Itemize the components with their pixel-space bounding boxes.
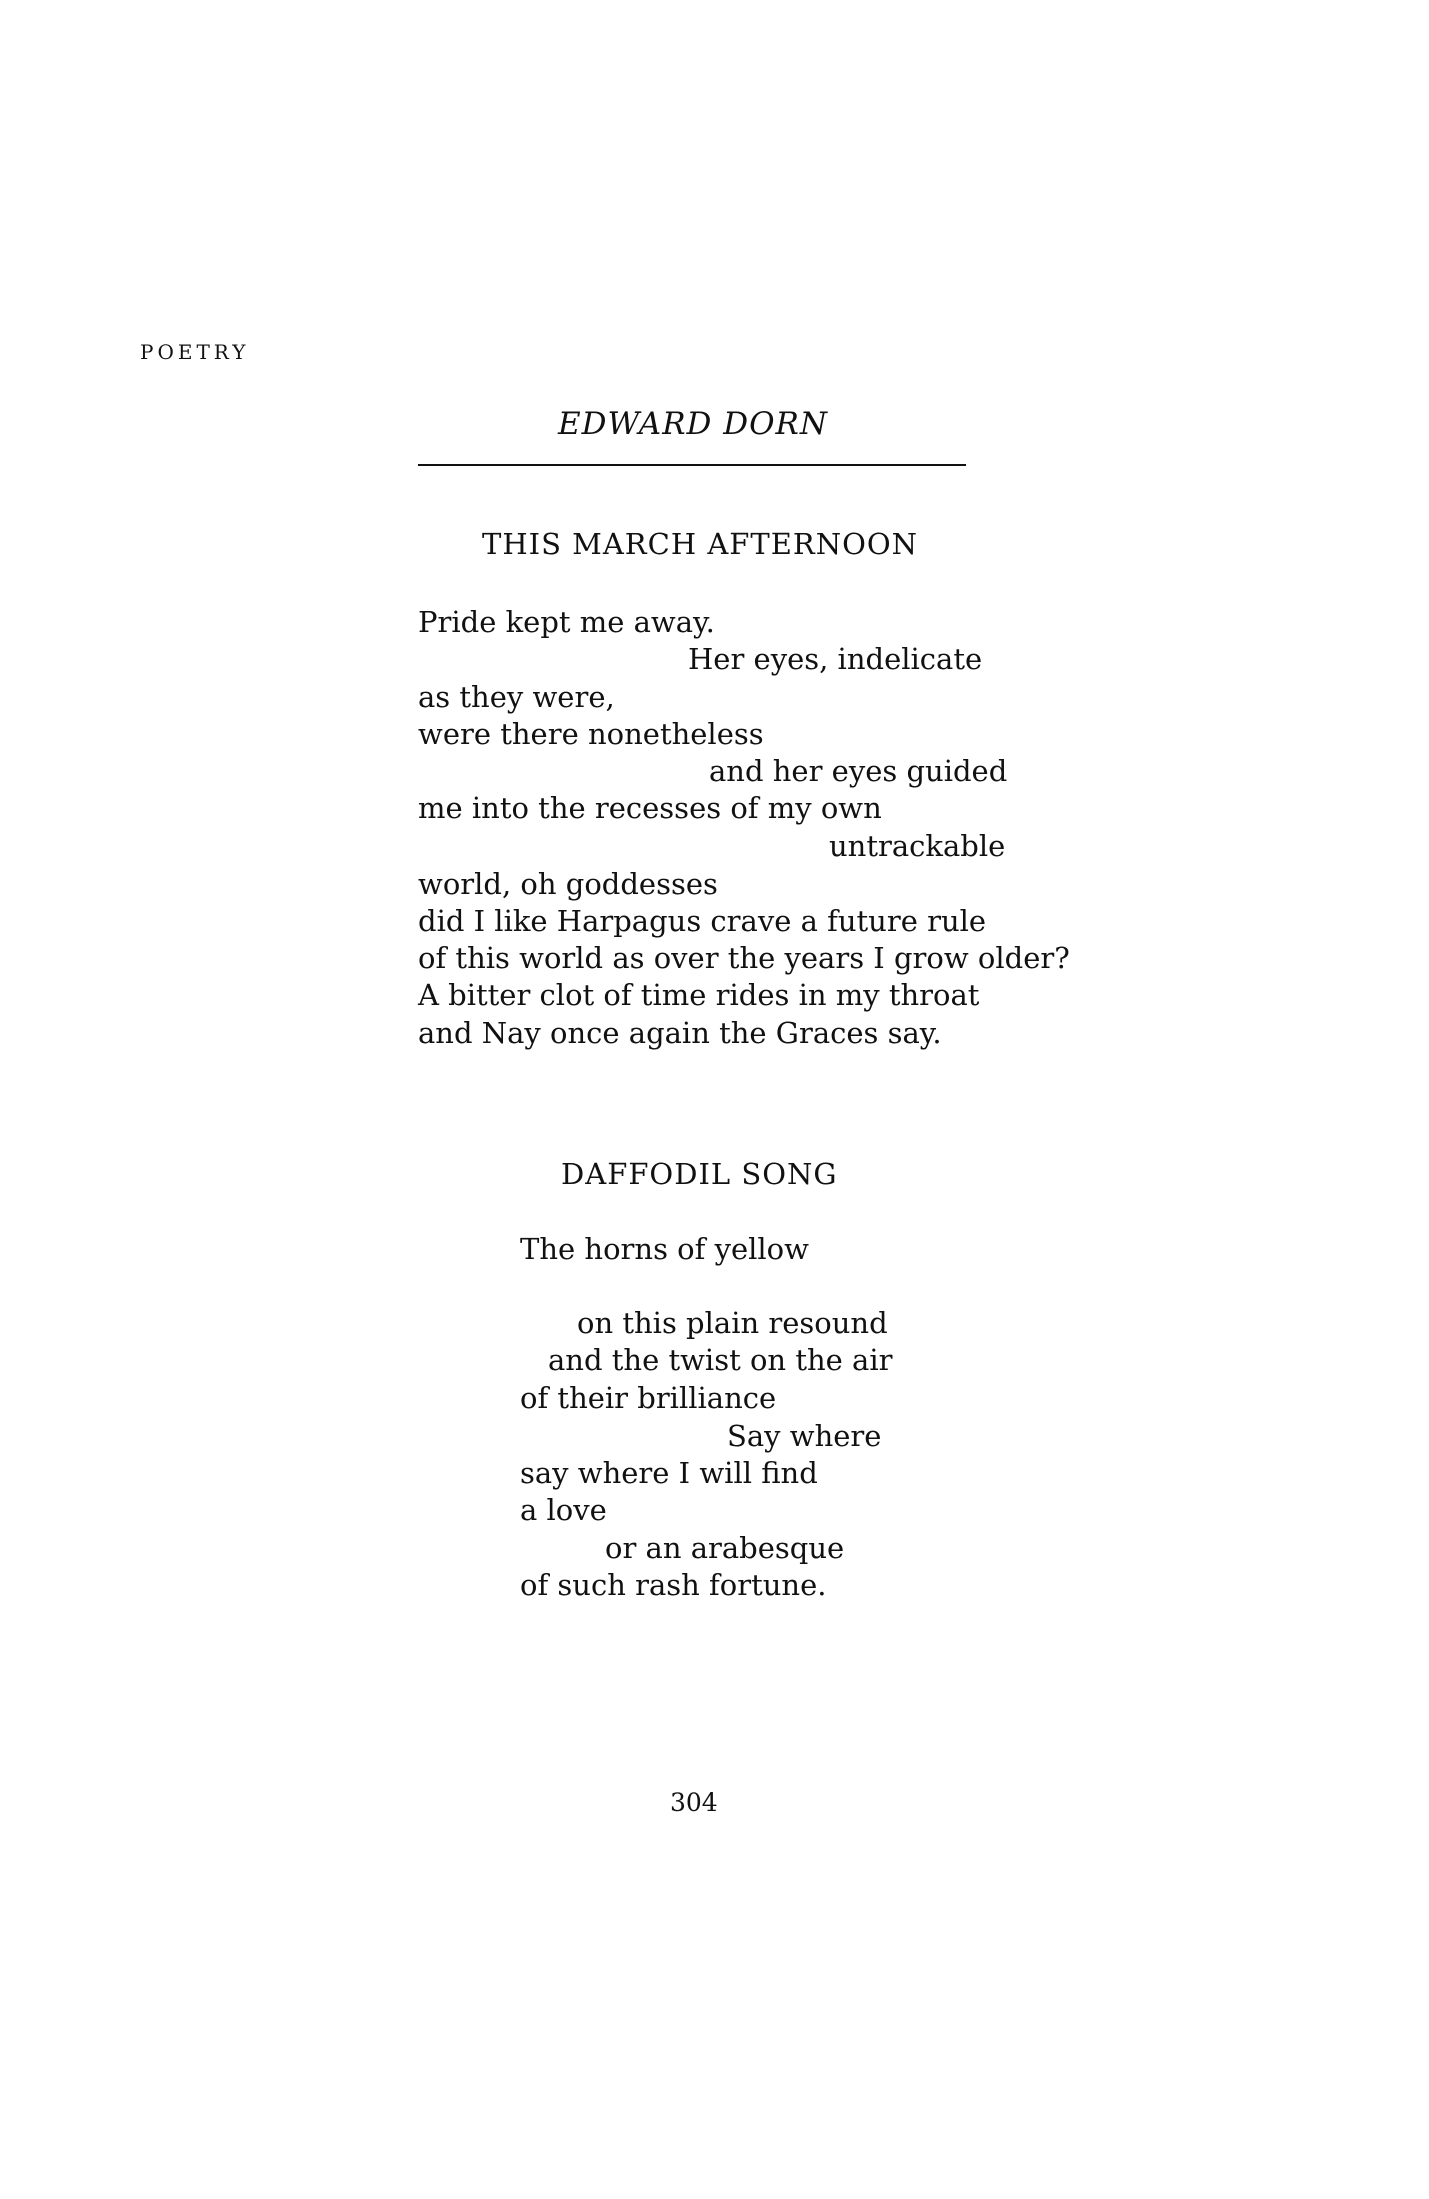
poem-line: or an arabesque (605, 1531, 845, 1565)
poem-line: Say where (727, 1419, 882, 1453)
poem-line: world, oh goddesses (418, 867, 718, 901)
page-number: 304 (670, 1788, 718, 1817)
poem-line: say where I will find (520, 1456, 818, 1490)
poem-line: were there nonetheless (418, 717, 764, 751)
poem-line: A bitter clot of time rides in my throat (418, 978, 980, 1012)
poem-title-this-march-afternoon: THIS MARCH AFTERNOON (482, 527, 919, 561)
poem-line: The horns of yellow (520, 1232, 809, 1266)
author-name: EDWARD DORN (558, 406, 828, 442)
poem-line: Pride kept me away. (418, 605, 715, 639)
divider-rule (418, 464, 966, 466)
poem-line: on this plain resound (577, 1306, 888, 1340)
poem-line: a love (520, 1493, 607, 1527)
poem-line: and the twist on the air (548, 1343, 893, 1377)
poem-line: of such rash fortune. (520, 1568, 827, 1602)
poem-title-daffodil-song: DAFFODIL SONG (561, 1157, 838, 1191)
poem-line: and Nay once again the Graces say. (418, 1016, 942, 1050)
poem-line: of this world as over the years I grow older? (418, 941, 1070, 975)
poem-line: and her eyes guided (709, 754, 1008, 788)
poem-line: of their brilliance (520, 1381, 777, 1415)
poem-line: Her eyes, indelicate (688, 642, 983, 676)
poem-line: untrackable (829, 829, 1006, 863)
poem-line: as they were, (418, 680, 615, 714)
poem-line: did I like Harpagus crave a future rule (418, 904, 987, 938)
poem-line: me into the recesses of my own (418, 791, 882, 825)
running-head: POETRY (140, 340, 250, 364)
